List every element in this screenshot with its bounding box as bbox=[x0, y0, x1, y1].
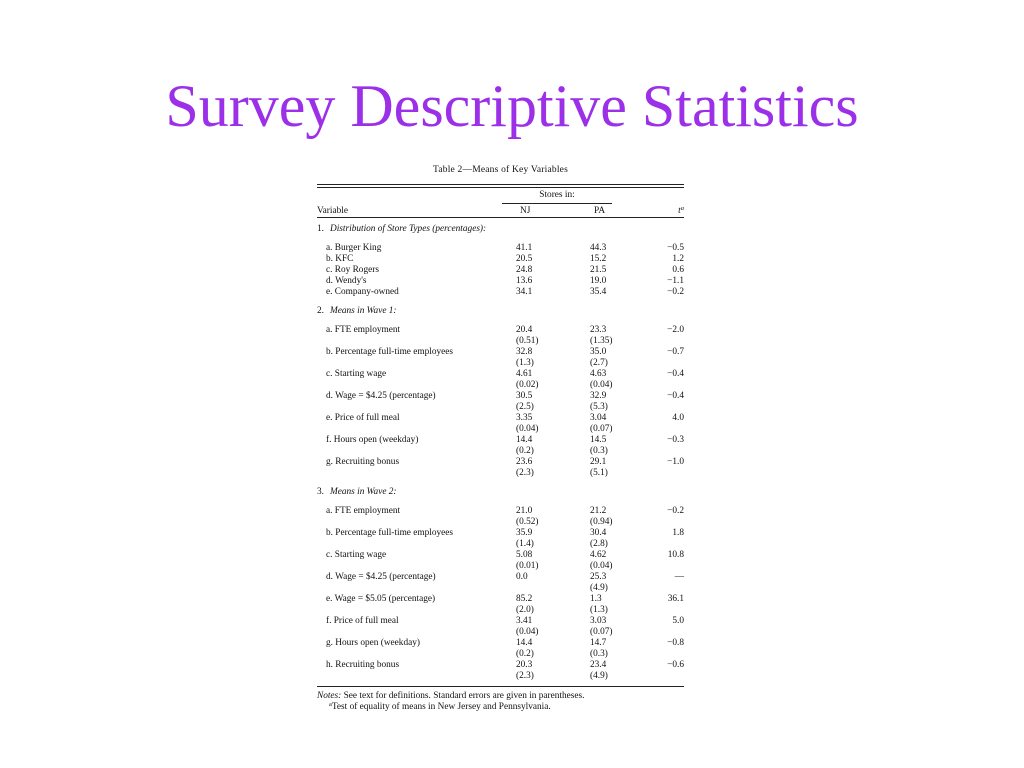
section-gap bbox=[317, 317, 684, 325]
se-nj: (2.3) bbox=[516, 468, 534, 478]
table-caption: Table 2—Means of Key Variables bbox=[433, 165, 568, 175]
value-t: −0.6 bbox=[667, 660, 684, 670]
se-nj: (0.01) bbox=[516, 561, 539, 571]
row-label: a. FTE employment bbox=[326, 325, 401, 335]
standard-error-row bbox=[317, 336, 684, 347]
row-label: d. Wage = $4.25 (percentage) bbox=[326, 391, 436, 401]
table-row bbox=[317, 265, 684, 276]
se-pa: (1.3) bbox=[590, 605, 608, 615]
value-pa: 14.7 bbox=[590, 638, 607, 648]
se-pa: (0.94) bbox=[590, 517, 613, 527]
table-row bbox=[317, 391, 684, 402]
table-row bbox=[317, 457, 684, 468]
value-pa: 35.0 bbox=[590, 347, 607, 357]
table-row bbox=[317, 347, 684, 358]
value-t: 10.8 bbox=[667, 550, 684, 560]
se-pa: (0.07) bbox=[590, 424, 613, 434]
standard-error-row bbox=[317, 380, 684, 391]
table-row bbox=[317, 506, 684, 517]
standard-error-row bbox=[317, 468, 684, 479]
value-nj: 21.0 bbox=[516, 506, 533, 516]
bottom-rule bbox=[317, 686, 684, 687]
value-pa: 23.3 bbox=[590, 325, 607, 335]
row-label: c. Roy Rogers bbox=[326, 265, 379, 275]
header-variable: Variable bbox=[317, 206, 348, 216]
row-label: f. Hours open (weekday) bbox=[326, 435, 419, 445]
table-row bbox=[317, 550, 684, 561]
standard-error-row bbox=[317, 517, 684, 528]
value-nj: 14.4 bbox=[516, 435, 533, 445]
table-row bbox=[317, 594, 684, 605]
value-pa: 3.03 bbox=[590, 616, 607, 626]
table-row bbox=[317, 435, 684, 446]
section-gap bbox=[317, 235, 684, 243]
row-label: g. Recruiting bonus bbox=[326, 457, 400, 467]
se-nj: (0.04) bbox=[516, 424, 539, 434]
se-pa: (0.3) bbox=[590, 649, 608, 659]
value-nj: 41.1 bbox=[516, 243, 533, 253]
value-t: 1.2 bbox=[672, 254, 684, 264]
value-pa: 21.2 bbox=[590, 506, 607, 516]
value-pa: 44.3 bbox=[590, 243, 607, 253]
stores-in-label: Stores in: bbox=[539, 190, 575, 200]
header-t: $t^a$ bbox=[678, 205, 684, 216]
value-nj: 34.1 bbox=[516, 287, 533, 297]
section-number: 3. bbox=[317, 487, 324, 497]
notes-label: Notes: bbox=[317, 691, 342, 701]
value-t: −0.8 bbox=[667, 638, 684, 648]
value-pa: 25.3 bbox=[590, 572, 607, 582]
row-label: b. Percentage full-time employees bbox=[326, 347, 454, 357]
value-t: −0.2 bbox=[667, 287, 684, 297]
table-row bbox=[317, 325, 684, 336]
row-label: c. Starting wage bbox=[326, 550, 387, 560]
value-t: −0.5 bbox=[667, 243, 684, 253]
section-heading bbox=[317, 306, 684, 317]
value-t: −2.0 bbox=[667, 325, 684, 335]
table-body bbox=[317, 218, 684, 682]
se-nj: (0.02) bbox=[516, 380, 539, 390]
value-pa: 1.3 bbox=[590, 594, 602, 604]
value-pa: 19.0 bbox=[590, 276, 607, 286]
value-pa: 4.63 bbox=[590, 369, 607, 379]
table-row bbox=[317, 660, 684, 671]
value-t: −0.7 bbox=[667, 347, 684, 357]
se-nj: (1.4) bbox=[516, 539, 534, 549]
value-nj: 5.08 bbox=[516, 550, 533, 560]
value-pa: 14.5 bbox=[590, 435, 607, 445]
table-notes bbox=[317, 691, 684, 713]
value-nj: 20.4 bbox=[516, 325, 533, 335]
se-nj: (2.3) bbox=[516, 671, 534, 681]
table-row bbox=[317, 413, 684, 424]
standard-error-row bbox=[317, 539, 684, 550]
table-row bbox=[317, 254, 684, 265]
row-label: g. Hours open (weekday) bbox=[326, 638, 420, 648]
value-pa: 30.4 bbox=[590, 528, 607, 538]
section-heading bbox=[317, 487, 684, 498]
value-nj: 32.8 bbox=[516, 347, 533, 357]
table-row bbox=[317, 276, 684, 287]
se-nj: (2.5) bbox=[516, 402, 534, 412]
standard-error-row bbox=[317, 561, 684, 572]
standard-error-row bbox=[317, 627, 684, 638]
value-nj: 3.35 bbox=[516, 413, 533, 423]
se-nj: (0.51) bbox=[516, 336, 539, 346]
value-pa: 35.4 bbox=[590, 287, 607, 297]
se-nj: (0.2) bbox=[516, 649, 534, 659]
value-t: −0.4 bbox=[667, 369, 684, 379]
section-title: Distribution of Store Types (percentages): bbox=[330, 224, 487, 234]
se-pa: (0.04) bbox=[590, 561, 613, 571]
row-label: e. Company-owned bbox=[326, 287, 399, 297]
header-pa: PA bbox=[594, 206, 606, 216]
table-row bbox=[317, 243, 684, 254]
standard-error-row bbox=[317, 358, 684, 369]
section-gap bbox=[317, 479, 684, 487]
row-label: e. Price of full meal bbox=[326, 413, 400, 423]
section-title: Means in Wave 2: bbox=[330, 487, 397, 497]
value-pa: 3.04 bbox=[590, 413, 607, 423]
stores-in-header bbox=[317, 188, 684, 203]
value-nj: 30.5 bbox=[516, 391, 533, 401]
standard-error-row bbox=[317, 605, 684, 616]
value-pa: 23.4 bbox=[590, 660, 607, 670]
value-pa: 29.1 bbox=[590, 457, 607, 467]
value-nj: 3.41 bbox=[516, 616, 533, 626]
standard-error-row bbox=[317, 671, 684, 682]
row-label: b. KFC bbox=[326, 254, 354, 264]
section-number: 2. bbox=[317, 306, 324, 316]
value-t: −1.1 bbox=[667, 276, 684, 286]
value-t: 0.6 bbox=[672, 265, 684, 275]
row-label: c. Starting wage bbox=[326, 369, 387, 379]
value-nj: 4.61 bbox=[516, 369, 533, 379]
slide-title: Survey Descriptive Statistics bbox=[165, 73, 859, 139]
section-heading bbox=[317, 224, 684, 235]
se-pa: (5.3) bbox=[590, 402, 608, 412]
value-nj: 0.0 bbox=[516, 572, 528, 582]
footnote-mark: a bbox=[329, 701, 332, 708]
value-pa: 21.5 bbox=[590, 265, 607, 275]
standard-error-row bbox=[317, 446, 684, 457]
value-nj: 24.8 bbox=[516, 265, 533, 275]
row-label: a. FTE employment bbox=[326, 506, 401, 516]
se-nj: (2.0) bbox=[516, 605, 534, 615]
section-gap bbox=[317, 298, 684, 306]
standard-error-row bbox=[317, 402, 684, 413]
value-t: −0.4 bbox=[667, 391, 684, 401]
footnote-text: Test of equality of means in New Jersey and Pennsylvania. bbox=[331, 702, 551, 712]
row-label: f. Price of full meal bbox=[326, 616, 399, 626]
value-t: 1.8 bbox=[672, 528, 684, 538]
header-nj: NJ bbox=[520, 206, 531, 216]
value-t: 36.1 bbox=[667, 594, 684, 604]
standard-error-row bbox=[317, 649, 684, 660]
table-row bbox=[317, 572, 684, 583]
row-label: d. Wage = $4.25 (percentage) bbox=[326, 572, 436, 582]
standard-error-row bbox=[317, 583, 684, 594]
se-nj: (1.3) bbox=[516, 358, 534, 368]
value-t: −0.3 bbox=[667, 435, 684, 445]
table-row bbox=[317, 528, 684, 539]
value-t: 5.0 bbox=[672, 616, 684, 626]
se-pa: (4.9) bbox=[590, 583, 608, 593]
table-row bbox=[317, 287, 684, 298]
value-t: −0.2 bbox=[667, 506, 684, 516]
section-number: 1. bbox=[317, 224, 324, 234]
se-pa: (0.3) bbox=[590, 446, 608, 456]
table-row bbox=[317, 638, 684, 649]
value-t: 4.0 bbox=[672, 413, 684, 423]
data-table bbox=[317, 165, 684, 713]
row-label: a. Burger King bbox=[326, 243, 382, 253]
se-nj: (0.52) bbox=[516, 517, 539, 527]
se-pa: (4.9) bbox=[590, 671, 608, 681]
table-row bbox=[317, 369, 684, 380]
value-pa: 4.62 bbox=[590, 550, 607, 560]
value-t: −1.0 bbox=[667, 457, 684, 467]
row-label: b. Percentage full-time employees bbox=[326, 528, 454, 538]
table-row bbox=[317, 616, 684, 627]
se-nj: (0.04) bbox=[516, 627, 539, 637]
value-nj: 85.2 bbox=[516, 594, 533, 604]
notes-text: See text for definitions. Standard errors are given in parentheses. bbox=[343, 691, 585, 701]
se-pa: (2.7) bbox=[590, 358, 608, 368]
standard-error-row bbox=[317, 424, 684, 435]
value-t: — bbox=[674, 572, 684, 582]
value-nj: 13.6 bbox=[516, 276, 533, 286]
section-title: Means in Wave 1: bbox=[330, 306, 397, 316]
value-nj: 35.9 bbox=[516, 528, 533, 538]
se-pa: (0.07) bbox=[590, 627, 613, 637]
section-gap bbox=[317, 498, 684, 506]
value-nj: 14.4 bbox=[516, 638, 533, 648]
value-pa: 32.9 bbox=[590, 391, 607, 401]
se-pa: (2.8) bbox=[590, 539, 608, 549]
se-pa: (1.35) bbox=[590, 336, 613, 346]
se-pa: (0.04) bbox=[590, 380, 613, 390]
se-pa: (5.1) bbox=[590, 468, 608, 478]
column-headers bbox=[317, 203, 684, 217]
row-label: h. Recruiting bonus bbox=[326, 660, 400, 670]
se-nj: (0.2) bbox=[516, 446, 534, 456]
row-label: e. Wage = $5.05 (percentage) bbox=[326, 594, 436, 604]
value-nj: 23.6 bbox=[516, 457, 533, 467]
row-label: d. Wendy's bbox=[326, 276, 367, 286]
value-nj: 20.3 bbox=[516, 660, 533, 670]
value-pa: 15.2 bbox=[590, 254, 607, 264]
value-nj: 20.5 bbox=[516, 254, 533, 264]
